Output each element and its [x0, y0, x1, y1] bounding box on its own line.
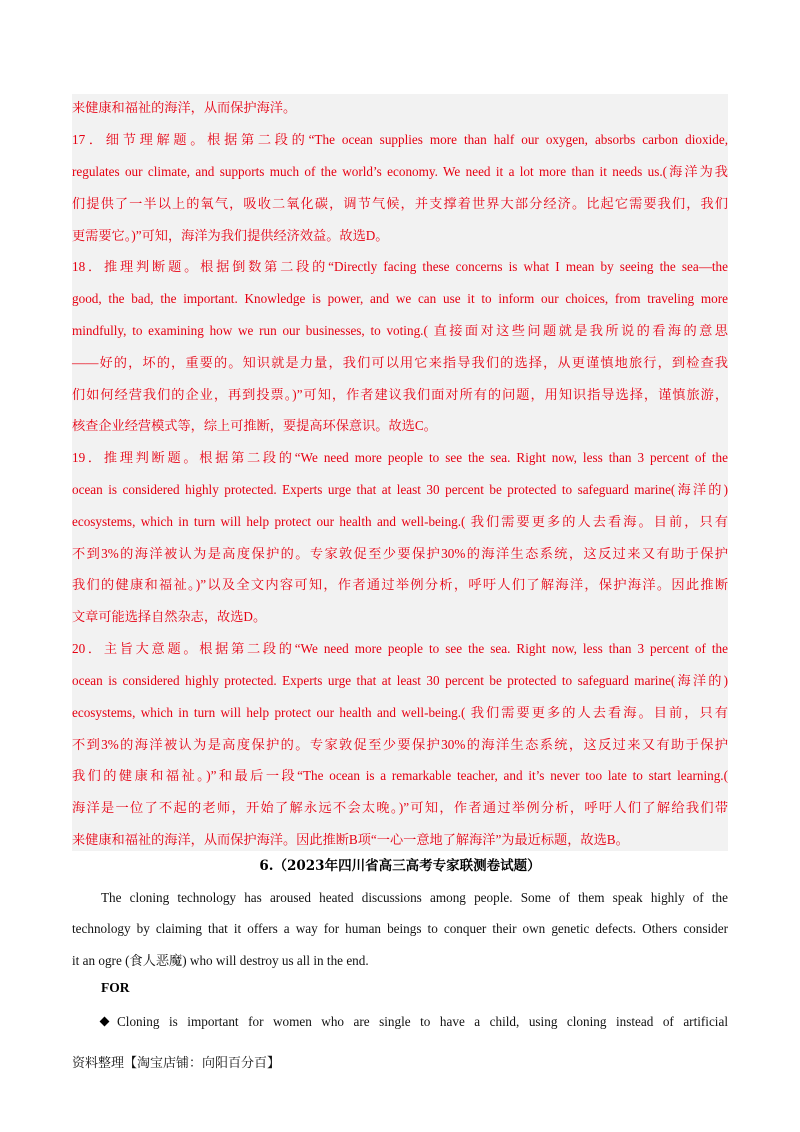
answer-line: ecosystems, which in turn will help protect our health and well-being.( 我们需要更多的人去看海。目前，只有: [72, 514, 728, 529]
answer-line: ——好的，坏的，重要的。知识就是力量，我们可以用它来指导我们的选择，从更谨慎地旅行，到检查我: [72, 355, 728, 370]
passage-line: technology by claiming that it offers a way for human beings to conquer their own genetic defects. Others consider: [72, 921, 728, 936]
answer-line: ocean is considered highly protected. Experts urge that at least 30 percent be protected to safeguard marine(海洋的): [72, 482, 728, 497]
answer-line: 文章可能选择自然杂志，故选D。: [72, 609, 267, 624]
answer-line: 核查企业经营模式等，综上可推断，要提高环保意识。故选C。: [72, 418, 437, 433]
bullet-text: Cloning is important for women who are single to have a child, using cloning instead of artificial: [117, 1014, 728, 1029]
answer-line: regulates our climate, and supports much of the world’s economy. We need it a lot more than it needs us.(海洋为我: [72, 164, 728, 179]
answer-line: 不到3%的海洋被认为是高度保护的。专家敦促至少要保护30%的海洋生态系统，这反过来又有助于保护: [72, 737, 728, 752]
answer-line: 们如何经营我们的企业，再到投票。)”可知，作者建议我们面对所有的问题，用知识指导选择，谨慎旅游，: [72, 387, 728, 402]
passage-line: it an ogre (食人恶魔) who will destroy us all in the end.: [72, 953, 369, 968]
answer-line: 我们的健康和福祉。)”和最后一段“The ocean is a remarkable teacher, and it’s never too late to start learning.(: [72, 768, 728, 783]
section-heading: 6.（2023年四川省高三高考专家联测卷试题）: [259, 858, 541, 874]
answer-line: 海洋是一位了不起的老师，开始了解永远不会太晚。)”可知，作者通过举例分析，呼吁人们了解给我们带: [72, 800, 728, 815]
answer-line: 来健康和福祉的海洋，从而保护海洋。: [72, 100, 297, 115]
answer-line: 来健康和福祉的海洋，从而保护海洋。因此推断B项“一心一意地了解海洋”为最近标题，故选B。: [72, 832, 629, 847]
answer-line: 19．推理判断题。根据第二段的“We need more people to see the sea. Right now, less than 3 percent of the: [72, 450, 728, 465]
for-label: FOR: [101, 980, 130, 995]
answer-line: 更需要它。)”可知，海洋为我们提供经济效益。故选D。: [72, 228, 389, 243]
answer-line: good, the bad, the important. Knowledge is power, and we can use it to inform our choices, from traveling more: [72, 291, 728, 306]
answer-line: 17．细节理解题。根据第二段的“The ocean supplies more than half our oxygen, absorbs carbon dioxide,: [72, 132, 728, 147]
answer-line: mindfully, to examining how we run our businesses, to voting.( 直接面对这些问题就是我所说的看海的意思: [72, 323, 728, 338]
answer-line: ecosystems, which in turn will help protect our health and well-being.( 我们需要更多的人去看海。目前，只有: [72, 705, 728, 720]
answer-line: 20．主旨大意题。根据第二段的“We need more people to see the sea. Right now, less than 3 percent of the: [72, 641, 728, 656]
answer-line: 不到3%的海洋被认为是高度保护的。专家敦促至少要保护30%的海洋生态系统，这反过来又有助于保护: [72, 546, 728, 561]
diamond-bullet-icon: [100, 1017, 110, 1027]
answer-line: 们提供了一半以上的氧气，吸收二氧化碳，调节气候，并支撑着世界大部分经济。比起它需要我们，我们: [72, 196, 728, 211]
answer-line: ocean is considered highly protected. Experts urge that at least 30 percent be protected to safeguard marine(海洋的): [72, 673, 728, 688]
footer-source: 资料整理【淘宝店铺：向阳百分百】: [72, 1056, 281, 1071]
answer-line: 我们的健康和福祉。)”以及全文内容可知，作者通过举例分析，呼吁人们了解海洋，保护海洋。因此推断: [72, 577, 728, 592]
answer-line: 18．推理判断题。根据倒数第二段的“Directly facing these concerns is what I mean by seeing the sea—the: [72, 259, 728, 274]
passage-line: The cloning technology has aroused heated discussions among people. Some of them speak highly of the: [101, 890, 728, 905]
